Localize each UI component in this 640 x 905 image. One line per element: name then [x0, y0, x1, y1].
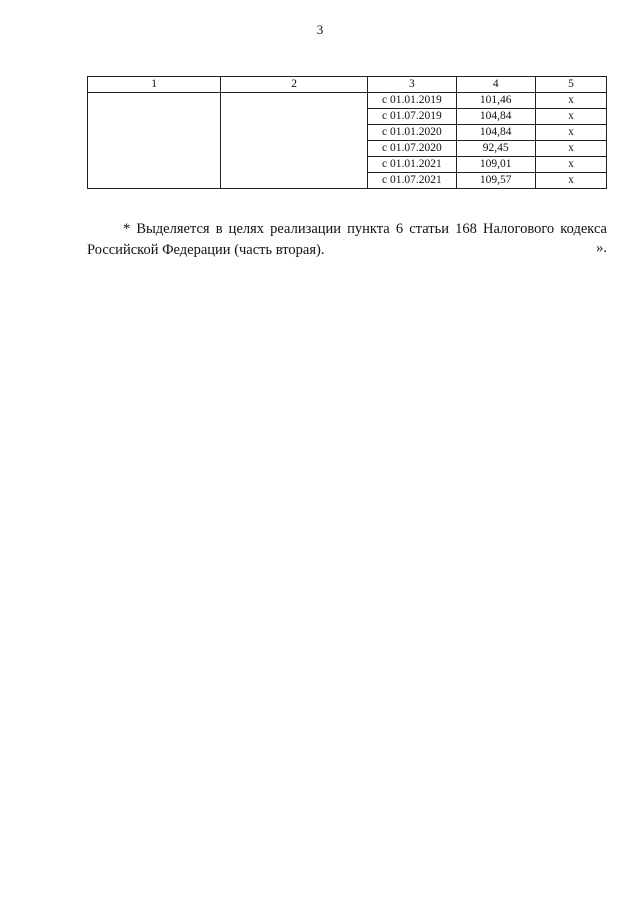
mark-cell: х [535, 93, 606, 109]
period-cell: с 01.07.2020 [368, 141, 456, 157]
period-cell: с 01.01.2019 [368, 93, 456, 109]
value-cell: 92,45 [456, 141, 535, 157]
page-number: 3 [316, 22, 324, 37]
column-header-3: 3 [368, 77, 456, 93]
column-header-5: 5 [535, 77, 606, 93]
column-header-2: 2 [221, 77, 368, 93]
column-header-4: 4 [456, 77, 535, 93]
value-cell: 101,46 [456, 93, 535, 109]
mark-cell: х [535, 173, 606, 189]
period-cell: с 01.07.2021 [368, 173, 456, 189]
value-cell: 109,57 [456, 173, 535, 189]
table-header-row [88, 77, 607, 93]
period-cell: с 01.01.2020 [368, 125, 456, 141]
period-cell: с 01.01.2021 [368, 157, 456, 173]
value-cell: 104,84 [456, 109, 535, 125]
column-header-1: 1 [88, 77, 221, 93]
period-cell: с 01.07.2019 [368, 109, 456, 125]
empty-cell-col1 [88, 93, 221, 189]
mark-cell: х [535, 157, 606, 173]
table-row [88, 93, 607, 109]
empty-cell-col2 [221, 93, 368, 189]
mark-cell: х [535, 141, 606, 157]
mark-cell: х [535, 125, 606, 141]
footnote: * Выделяется в целях реализации пункта 6 статьи 168 Налогового кодекса Российской Федерации (часть вторая). [87, 220, 607, 258]
value-cell: 104,84 [456, 125, 535, 141]
value-cell: 109,01 [456, 157, 535, 173]
mark-cell: х [535, 109, 606, 125]
closing-quote: ». [596, 240, 607, 256]
tariff-table [87, 76, 607, 189]
